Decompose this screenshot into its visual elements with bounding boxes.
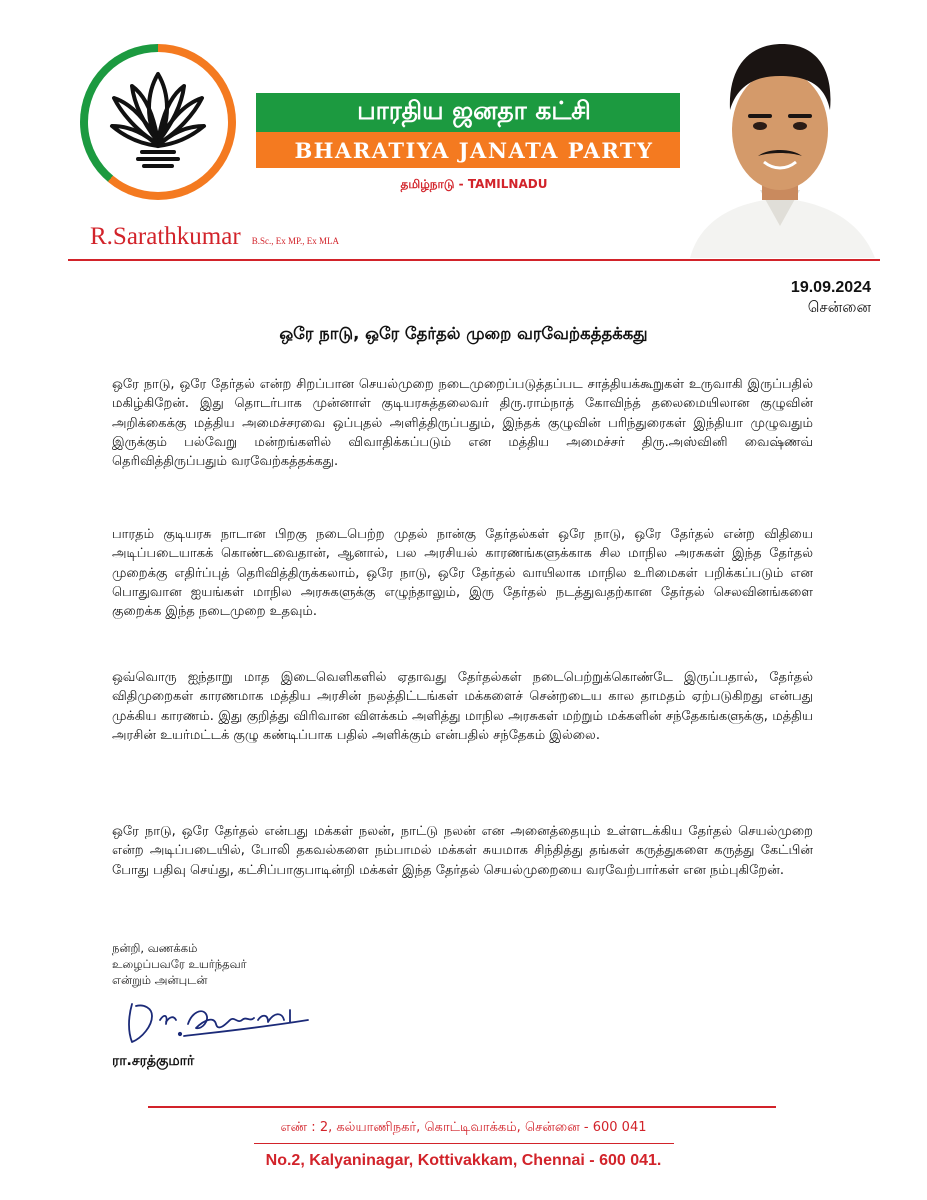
party-name-english-banner (256, 132, 692, 168)
letter-date: 19.09.2024 (790, 279, 871, 296)
closing-block (112, 940, 247, 988)
state-tamil: தமிழ்நாடு (400, 177, 455, 191)
address-divider (254, 1143, 674, 1144)
paragraph-4: ஒரே நாடு, ஒரே தேர்தல் என்பது மக்கள் நலன், நாட்டு நலன் என அனைத்தையும் உள்ளடக்கிய தேர்தல் செயல்முறை என்ற அடிப்படையில், போலி தகவல்களை நம்பாமல் மக்கள் சுயமாக சிந்தித்து தங்கள் கருத்துகளை கருத்து கேட்பின் போது பதிவு செய்து, கட்சிப்பாகுபாடின்றி மக்கள் இந்த தேர்தல் செயல்முறையை வரவேற்பார்கள் என நம்புகிறேன். (112, 824, 813, 878)
signature-mark (118, 990, 318, 1050)
party-logo (80, 44, 236, 200)
signer-name: ரா.சரத்குமார் (112, 1053, 195, 1069)
portrait-photo (680, 30, 880, 258)
closing-line-2: உழைப்பவரே உயர்ந்தவர் (112, 957, 247, 971)
person-name: R.Sarathkumar (90, 223, 241, 250)
party-name-english: BHARATIYA JANATA PARTY (294, 137, 654, 163)
footer-divider (148, 1106, 776, 1108)
paragraph-1: ஒரே நாடு, ஒரே தேர்தல் என்ற சிறப்பான செயல்முறை நடைமுறைப்படுத்தப்பட சாத்தியக்கூறுகள் உருவாகி இருப்பதில் மகிழ்கிறேன். இது தொடர்பாக முன்னாள் குடியரசுத்தலைவர் திரு.ராம்நாத் கோவிந்த் தலைமையிலான குழுவின் அறிக்கைக்கு மத்திய அமைச்சரவை ஒப்புதல் அளித்திருப்பதும், இந்தக் குழுவின் பரிந்துரைகள் இந்தியா முழுவதும் இருக்கும் பல்வேறு மன்றங்களில் விவாதிக்கப்படும் என மத்திய அமைச்சர் திரு.அஸ்வினி வைஷ்ணவ் தெரிவித்திருப்பதும் வரவேற்கத்தக்கது. (112, 377, 813, 470)
party-name-tamil: பாரதிய ஜனதா கட்சி (357, 96, 591, 125)
state-english: TAMILNADU (467, 177, 548, 191)
state-separator: - (454, 177, 468, 191)
lotus-icon (88, 52, 228, 192)
letter-title: ஒரே நாடு, ஒரே தேர்தல் முறை வரவேற்கத்தக்கது (279, 324, 648, 343)
person-qualifications: B.Sc., Ex MP., Ex MLA (251, 236, 340, 246)
address-english: No.2, Kalyaninagar, Kottivakkam, Chennai - 600 041. (265, 1152, 662, 1169)
paragraph-3: ஒவ்வொரு ஐந்தாறு மாத இடைவெளிகளில் ஏதாவது தேர்தல்கள் நடைபெற்றுக்கொண்டே இருப்பதால், தேர்தல் விதிமுறைகள் காரணமாக மத்திய அரசின் நலத்திட்டங்கள் மக்களைச் சென்றடைய கால தாமதம் ஏற்படுகிறது என்பது முக்கிய காரணம். இது குறித்து விரிவான விளக்கம் அளித்து மாநில அரசுகள் மற்றும் மக்களின் சந்தேகங்களுக்கு, மத்திய அரசின் உயர்மட்டக் குழு கண்டிப்பாக பதில் அளிக்கும் என்பதில் சந்தேகம் இல்லை. (112, 670, 813, 743)
letter-place: சென்னை (807, 298, 871, 316)
header-divider (68, 259, 880, 261)
paragraph-2: பாரதம் குடியரசு நாடான பிறகு நடைபெற்ற முதல் நான்கு தேர்தல்கள் ஒரே நாடு, ஒரே தேர்தல் என்ற விதியை அடிப்படையாகக் கொண்டவைதான், ஆனால், பல அரசியல் காரணங்களுக்காக சில மாநில அரசுகள் இந்த தேர்தல் முறைக்கு எதிர்ப்புத் தெரிவித்திருக்கலாம், ஒரே நாடு, ஒரே தேர்தல் வாயிலாக மாநில உரிமைகள் பறிக்கப்படும் என பொதுவான ஐயங்கள் மாநில அரசுகளுக்கு எழுந்தாலும், இரு தேர்தல் நடத்துவதற்கான தேர்தல் செலவினங்களை குறைக்க இந்த நடைமுறை உதவும். (112, 527, 813, 620)
closing-line-3: என்றும் அன்புடன் (112, 973, 208, 987)
state-label (256, 177, 692, 193)
closing-line-1: நன்றி, வணக்கம் (112, 941, 198, 955)
address-tamil: எண் : 2, கல்யாணிநகர், கொட்டிவாக்கம், சென்னை - 600 041 (280, 1120, 647, 1135)
letterhead-person (90, 223, 339, 251)
party-name-tamil-banner (256, 93, 692, 132)
